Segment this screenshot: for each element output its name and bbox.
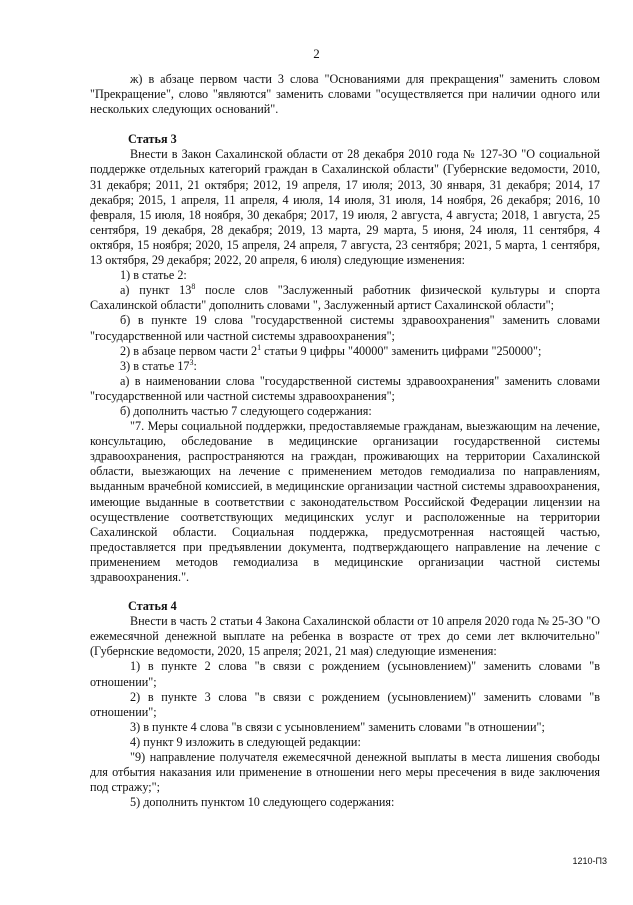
intro-item: ж) в абзаце первом части 3 слова "Основаниями для прекращения" заменить словом "Прекращение", слово "являются" заменить словами "осуществляется при наличии одного или нескольких следующих оснований". xyxy=(90,72,600,117)
article3-item3: 3) в статье $17^3$: xyxy=(120,357,197,373)
article3-item2: 2) в абзаце первом части $2^1$ статьи 9 цифры "40000" заменить цифрами "250000"; xyxy=(120,342,542,358)
article3-quote: "7. Меры социальной поддержки, предоставляемые гражданам, выезжающим на лечение, консультацию, обследование в медицинские организации государственной системы здравоохранения, распространяются на граждан, проживающих на территории Сахалинской области, выезжающих на лечение с применением методов гемодиализа по направлениям, выданным врачебной комиссией, в медицинские организации частной системы здравоохранения, имеющие выданные в соответствии с законодательством Российской Федерации лицензии на осуществление соответствующих медицинских услуг и расположенные на территории Сахалинской области. Социальная поддержка, предусмотренная настоящей частью, предоставляется при предъявлении документа, подтверждающего направление на лечение с применением методов гемодиализа в медицинские организации частной системы здравоохранения.". xyxy=(90,419,600,584)
article3-item1b: б) в пункте 19 слова "государственной системы здравоохранения" заменить словами "государственной или частной системы здравоохранения"; xyxy=(90,313,600,343)
article4-item4-quote: "9) направление получателя ежемесячной денежной выплаты в места лишения свободы для отбытия наказания или применение в отношении него меры пресечения в виде заключения под стражу;"; xyxy=(90,750,600,795)
article4-item4: 4) пункт 9 изложить в следующей редакции: xyxy=(130,734,361,749)
article4-item5: 5) дополнить пунктом 10 следующего содержания: xyxy=(130,795,395,810)
article3-heading: Статья 3 xyxy=(128,132,177,147)
article3-item1: 1) в статье 2: xyxy=(120,268,187,283)
document-code: 1210-П3 xyxy=(572,856,607,866)
article4-heading: Статья 4 xyxy=(128,599,177,614)
article3-item3b: б) дополнить частью 7 следующего содержания: xyxy=(120,403,372,418)
article3-intro: Внести в Закон Сахалинской области от 28 декабря 2010 года № 127-ЗО "О социальной поддержке отдельных категорий граждан в Сахалинской области" (Губернские ведомости, 2010, 31 декабря; 2011, 21 октября; 2012, 19 апреля, 17 июля; 2013, 30 января, 31 декабря; 2014, 17 декабря; 2015, 1 апреля, 11 апреля, 4 июля, 14 июля, 31 июля, 14 ноября, 26 декабря; 2016, 10 февраля, 15 июля, 18 ноября, 30 декабря; 2017, 19 июля, 2 августа, 4 августа; 2018, 1 августа, 25 сентября, 19 декабря, 28 декабря; 2019, 13 марта, 29 марта, 5 июня, 24 июля, 11 сентября, 4 октября, 15 ноября; 2020, 15 апреля, 24 апреля, 7 августа, 23 сентября; 2021, 5 марта, 1 сентября, 13 октября, 29 декабря; 2022, 20 апреля, 6 июля) следующие изменения: xyxy=(90,147,600,268)
page-number: 2 xyxy=(313,46,320,61)
article4-item2: 2) в пункте 3 слова "в связи с рождением (усыновлением)" заменить словами "в отношении"; xyxy=(90,689,600,719)
document-body xyxy=(90,72,600,810)
article4-item3: 3) в пункте 4 слова "в связи с усыновлением" заменить словами "в отношении"; xyxy=(130,719,545,734)
article3-item1a: а) пункт $13^8$ после слов "Заслуженный работник физической культуры и спорта Сахалинской области" дополнить словами ", Заслуженный артист Сахалинской области"; xyxy=(90,282,600,313)
article4-intro: Внести в часть 2 статьи 4 Закона Сахалинской области от 10 апреля 2020 года № 25-ЗО "О ежемесячной денежной выплате на ребенка в возрасте от трех до семи лет включительно" (Губернские ведомости, 2020, 15 апреля; 2021, 21 мая) следующие изменения: xyxy=(90,614,600,659)
article3-item3a: а) в наименовании слова "государственной системы здравоохранения" заменить словами "государственной или частной системы здравоохранения"; xyxy=(90,373,600,403)
article4-item1: 1) в пункте 2 слова "в связи с рождением (усыновлением)" заменить словами "в отношении"; xyxy=(90,659,600,689)
